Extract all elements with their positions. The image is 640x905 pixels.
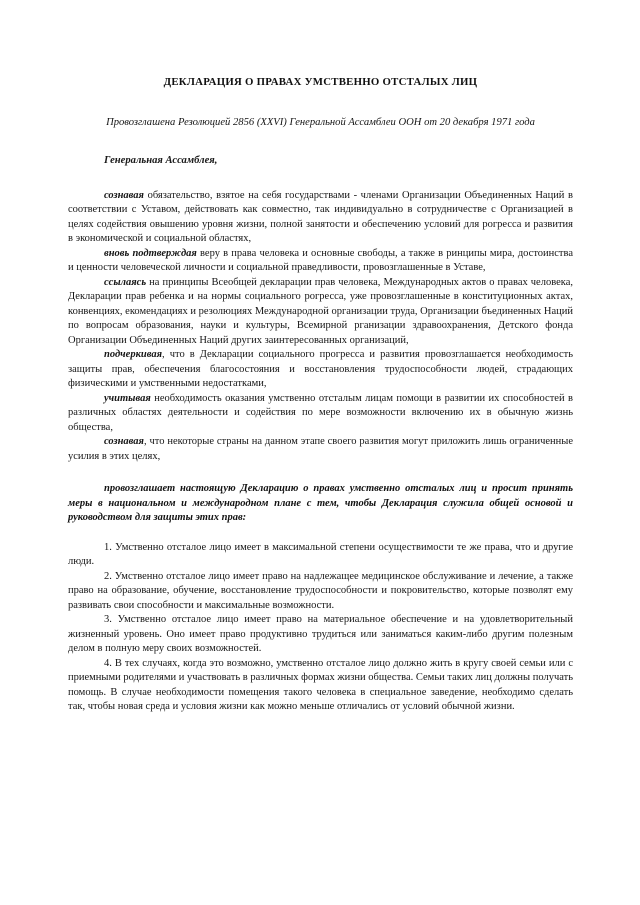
preamble-text: необходимость оказания умственно отсталым лицам помощи в развитии их способностей в различных областях деятельности и содействия по мере возможности включению их в обычную жизнь общества, [68,392,573,433]
preamble-paragraph [68,247,573,276]
preamble-text: , что некоторые страны на данном этапе своего развития могут приложить лишь ограниченные усилия в этих целях, [68,436,573,462]
article-paragraph-1: 1. Умственно отсталое лицо имеет в максимальной степени осуществимости те же права, что и другие люди. [68,541,573,567]
document-body [68,0,573,715]
preamble-paragraph [68,276,573,349]
article-paragraph-3: 3. Умственно отсталое лицо имеет право на материальное обеспечение и на удовлетворительный жизненный уровень. Оно имеет право продуктивно трудиться или заниматься каким-либо другим полезным делом в полную меру своих возможностей. [68,614,573,654]
preamble-lead-word: вновь подтверждая [104,247,197,259]
article-paragraph-4: 4. В тех случаях, когда это возможно, умственно отсталое лицо должно жить в кругу своей семьи или с приемными родителями и участвовать в различных формах жизни общества. Семьи таких лиц должны получать помощь. В случае необходимости помещения такого человека в специальное заведение, необходимо сделать так, чтобы новая среда и условия жизни как можно меньше отличались от условий обычной жизни. [68,657,573,712]
preamble-lead-word: учитывая [104,392,151,404]
preamble-lead-word: ссылаясь [104,276,147,288]
document-subtitle: Провозглашена Резолюцией 2856 (XXVI) Генеральной Ассамблеи ООН от 20 декабря 1971 года [106,117,535,128]
preamble-text: , что в Декларации социального прогресса и развития провозглашается необходимость защиты прав, обеспечения благосостояния и восстановления трудоспособности людей, страдающих физическими и умственными недостатками, [68,349,573,389]
preamble-text: обязательство, взятое на себя государствами - членами Организации Объединенных Наций в соответствии с Уставом, действовать как совместно, так индивидуально в сотрудничестве с Организацией в целях содействия овышению уровня жизни, полной занятости и обеспечению условий для рогресса и развития в экономической и социальной областях, [68,189,573,244]
preamble-lead-word: сознавая [104,436,144,447]
preamble-lead-word: сознавая [104,189,144,201]
page-title: ДЕКЛАРАЦИЯ О ПРАВАХ УМСТВЕННО ОТСТАЛЫХ ЛИЦ [163,76,478,88]
preamble-paragraph [68,348,573,392]
article-paragraph-2: 2. Умственно отсталое лицо имеет право на надлежащее медицинское обслуживание и лечение, а также право на образование, обучение, восстановление трудоспособности и покровительство, которые позволят ему развивать свои способности и максимальные возможности. [68,570,573,611]
preamble-lead-word: подчеркивая [104,349,163,360]
preamble-paragraph [68,435,573,464]
preamble-text: веру в права человека и основные свободы, а также в ринципы мира, достоинства и ценности человеческой личности и социальной праведливости, провозглашенные в Уставе, [68,247,573,273]
preamble-text: на принципы Всеобщей декларации прав человека, Международных актов о правах человека, Декларации прав ребенка и на нормы социального рогресса, уже провозглашенные в конституционных актах, конвенциях, екомендациях и резолюциях Международной организации труда, Организации бъединенных Наций по вопросам образования, науки и культуры, Всемирной рганизации здравоохранения, Детского фонда Организации Объединенных Наций других заинтересованных организаций, [68,276,574,346]
preamble-paragraph [68,392,573,436]
proclamation-paragraph: провозглашает настоящую Декларацию о правах умственно отсталых лиц и просит принять меры в национальном и международном плане с тем, чтобы Декларация служила общей основой и руководством для защиты этих прав: [68,483,573,523]
preamble-paragraph [68,169,573,247]
salutation: Генеральная Ассамблея, [104,155,218,166]
